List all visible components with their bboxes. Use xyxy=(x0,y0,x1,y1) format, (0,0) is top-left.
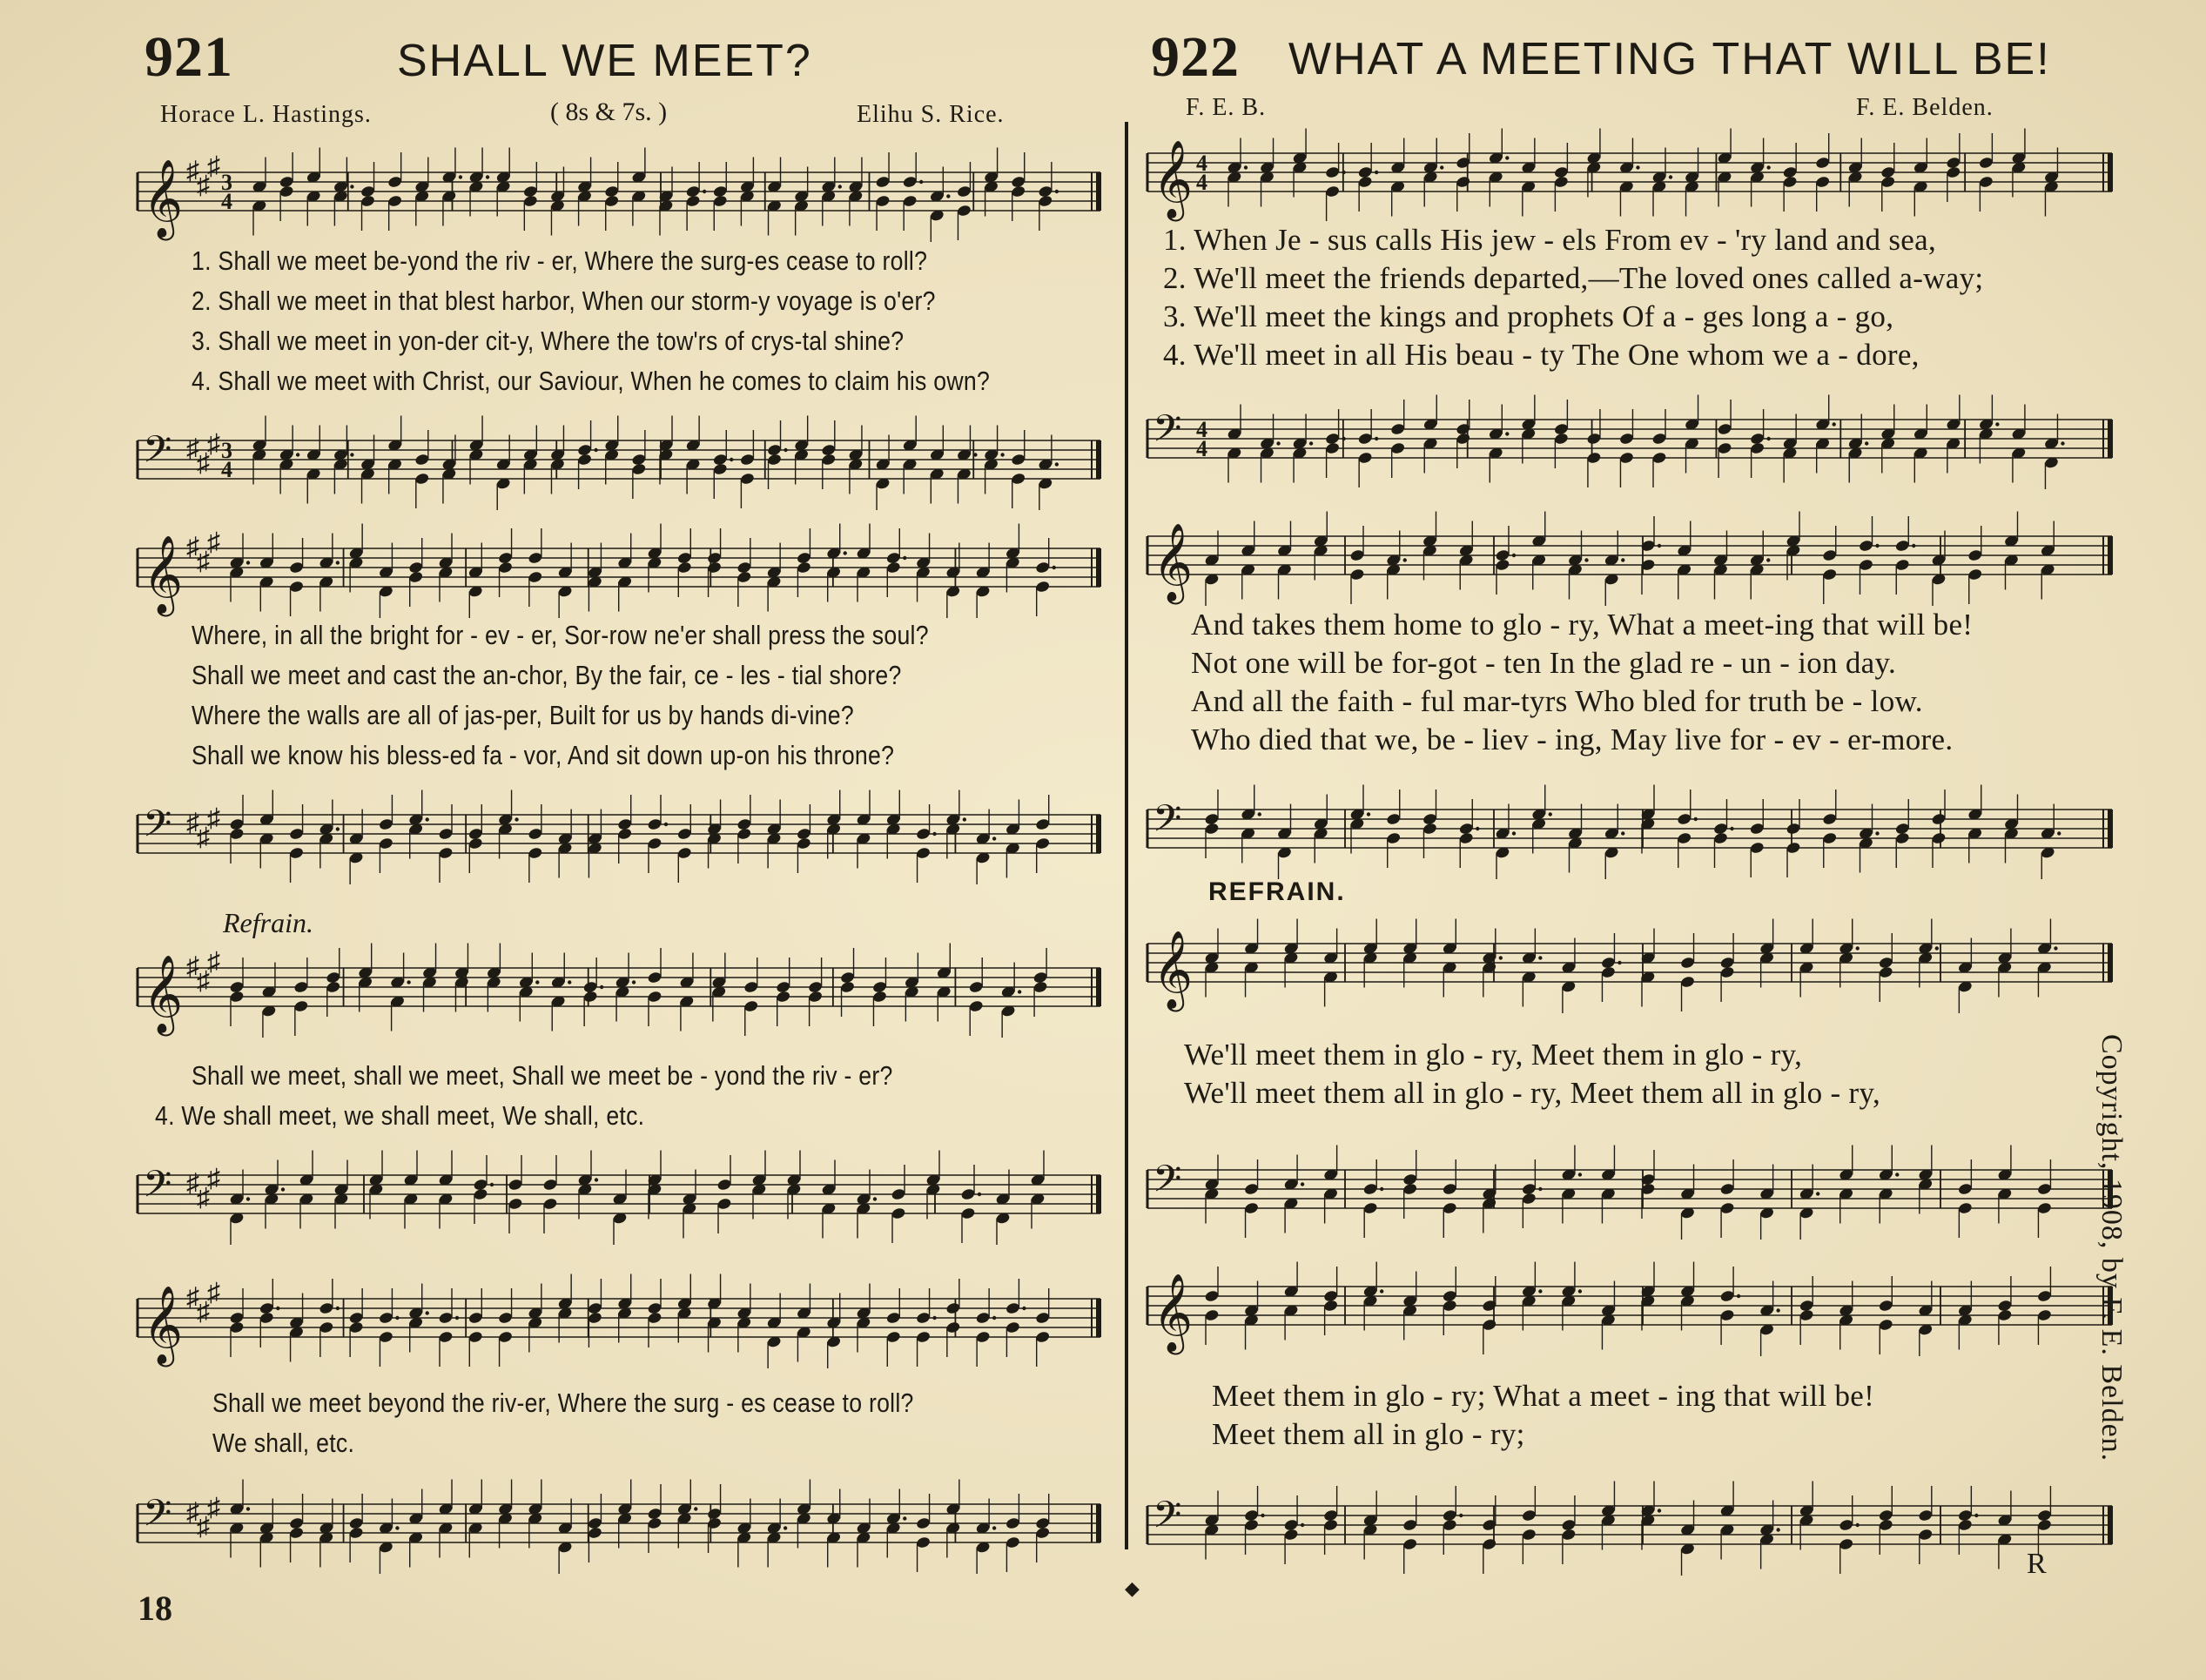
bass-staff xyxy=(1140,783,2115,879)
svg-text:♯: ♯ xyxy=(197,966,210,996)
refrain-line: We'll meet them all in glo - ry, Meet them all in glo - ry, xyxy=(1184,1076,1881,1110)
bass-staff xyxy=(1140,393,2115,489)
staff-engraving xyxy=(138,148,1100,243)
svg-text:♯: ♯ xyxy=(186,952,199,981)
svg-text:𝄞: 𝄞 xyxy=(1153,523,1194,601)
svg-text:♯: ♯ xyxy=(207,1493,220,1522)
lyricist-credit: Horace L. Hastings. xyxy=(160,101,372,128)
svg-text:3: 3 xyxy=(221,438,232,463)
svg-text:𝄢: 𝄢 xyxy=(1153,1494,1182,1546)
bass-staff xyxy=(131,1149,1104,1245)
svg-text:𝄢: 𝄢 xyxy=(1153,797,1182,850)
svg-text:♯: ♯ xyxy=(186,809,199,837)
bass-staff xyxy=(1140,1144,2115,1240)
meter: ( 8s & 7s. ) xyxy=(550,97,668,126)
verse-line: 1. Shall we meet be-yond the riv - er, Where the surg-es cease to roll? xyxy=(192,245,928,276)
svg-text:4: 4 xyxy=(221,189,232,214)
verse-line: Shall we know his bless-ed fa - vor, And sit down up-on his throne? xyxy=(192,740,895,770)
verse-line: 3. Shall we meet in yon-der cit-y, Where the tow'rs of crys-tal shine? xyxy=(192,326,905,356)
svg-text:𝄢: 𝄢 xyxy=(143,428,172,480)
verse-line: Shall we meet and cast the an-chor, By the fair, ce - les - tial shore? xyxy=(192,660,902,690)
treble-staff xyxy=(1140,917,2115,1013)
staff-engraving xyxy=(1147,919,2112,1014)
svg-text:𝄞: 𝄞 xyxy=(143,1286,184,1364)
svg-text:♯: ♯ xyxy=(197,171,210,200)
staff-engraving xyxy=(138,790,1100,885)
staff-engraving xyxy=(1147,512,2112,607)
svg-text:𝄞: 𝄞 xyxy=(143,955,184,1033)
svg-text:3: 3 xyxy=(221,170,232,195)
refrain-line: Shall we meet, shall we meet, Shall we meet be - yond the riv - er? xyxy=(192,1060,893,1091)
hymn-number: 922 xyxy=(1151,25,1240,89)
svg-text:♯: ♯ xyxy=(197,1183,210,1213)
refrain-line: 4. We shall meet, we shall meet, We shall, etc. xyxy=(155,1100,645,1131)
bass-staff xyxy=(131,414,1104,510)
footer-mark: R xyxy=(2027,1548,2047,1580)
svg-text:♯: ♯ xyxy=(186,1498,199,1527)
bass-staff xyxy=(131,789,1104,884)
hymn-title: WHAT A MEETING THAT WILL BE! xyxy=(1288,34,2051,84)
verse-line: Where, in all the bright for - ev - er, Sor-row ne'er shall press the soul? xyxy=(192,620,929,650)
svg-text:♯: ♯ xyxy=(186,157,199,185)
refrain-line: We'll meet them in glo - ry, Meet them in glo - ry, xyxy=(1184,1038,1803,1072)
svg-text:𝄢: 𝄢 xyxy=(143,1492,172,1544)
verse-line: 4. We'll meet in all His beau - ty The One whom we a - dore, xyxy=(1163,338,1920,372)
staff-engraving xyxy=(138,1151,1100,1246)
staff-engraving xyxy=(138,944,1100,1038)
svg-text:♯: ♯ xyxy=(207,1278,220,1307)
hymn-number: 921 xyxy=(145,25,233,89)
svg-text:𝄢: 𝄢 xyxy=(143,1163,172,1215)
staff-engraving xyxy=(1147,1482,2112,1576)
svg-text:♯: ♯ xyxy=(207,1164,220,1193)
svg-text:♯: ♯ xyxy=(197,1297,210,1327)
treble-staff xyxy=(1140,510,2115,606)
svg-text:𝄞: 𝄞 xyxy=(1153,1273,1194,1352)
svg-text:♯: ♯ xyxy=(197,547,210,576)
treble-staff xyxy=(131,146,1104,242)
staff-engraving xyxy=(138,1480,1100,1575)
svg-text:𝄞: 𝄞 xyxy=(143,159,184,238)
staff-engraving xyxy=(138,416,1100,511)
bass-staff xyxy=(1140,1480,2115,1576)
verse-line: 2. Shall we meet in that blest harbor, When our storm-y voyage is o'er? xyxy=(192,286,936,316)
staff-engraving xyxy=(1147,1146,2112,1240)
svg-text:♯: ♯ xyxy=(197,823,210,852)
verse-line: 4. Shall we meet with Christ, our Saviour, When he comes to claim his own? xyxy=(192,366,991,396)
verse-line: 3. We'll meet the kings and prophets Of a - ges long a - go, xyxy=(1163,299,1894,333)
refrain-label: Refrain. xyxy=(223,907,313,938)
svg-text:4: 4 xyxy=(221,457,232,482)
composer-credit: F. E. Belden. xyxy=(1856,94,1994,121)
svg-text:♯: ♯ xyxy=(197,448,210,478)
verse-line: Who died that we, be - liev - ing, May live for - ev - er-more. xyxy=(1191,722,1954,756)
svg-text:𝄢: 𝄢 xyxy=(1153,407,1182,460)
staff-engraving xyxy=(1147,1262,2112,1357)
svg-text:♯: ♯ xyxy=(207,151,220,181)
column-divider xyxy=(1125,122,1128,1549)
page-number: 18 xyxy=(138,1589,172,1628)
verse-line: Where the walls are all of jas-per, Built for us by hands di-vine? xyxy=(192,700,854,730)
treble-staff xyxy=(1140,127,2115,223)
verse-line: And takes them home to glo - ry, What a meet-ing that will be! xyxy=(1191,608,1974,642)
svg-text:𝄞: 𝄞 xyxy=(1153,140,1194,218)
center-mark: ◆ xyxy=(1125,1577,1140,1599)
refrain-label: REFRAIN. xyxy=(1208,877,1346,906)
treble-staff xyxy=(131,942,1104,1038)
refrain-line: Meet them in glo - ry; What a meet - ing that will be! xyxy=(1212,1379,1875,1413)
copyright-notice: Copyright, 1908, by F. E. Belden. xyxy=(2095,1034,2128,1462)
svg-text:♯: ♯ xyxy=(186,434,199,463)
svg-text:♯: ♯ xyxy=(207,947,220,977)
svg-text:♯: ♯ xyxy=(197,1512,210,1542)
lyricist-credit: F. E. B. xyxy=(1186,94,1267,121)
svg-text:4: 4 xyxy=(1196,170,1207,195)
closing-line: Shall we meet beyond the riv-er, Where the surg - es cease to roll? xyxy=(212,1388,914,1418)
verse-line: 2. We'll meet the friends departed,—The loved ones called a-way; xyxy=(1163,261,1984,295)
svg-text:𝄞: 𝄞 xyxy=(1153,931,1194,1009)
hymn-title: SHALL WE MEET? xyxy=(397,36,812,86)
staff-engraving xyxy=(1147,395,2112,490)
treble-staff xyxy=(131,1273,1104,1368)
svg-text:♯: ♯ xyxy=(186,533,199,561)
refrain-line: Meet them all in glo - ry; xyxy=(1212,1417,1525,1451)
staff-engraving xyxy=(138,1274,1100,1369)
svg-text:♯: ♯ xyxy=(207,803,220,833)
svg-text:♯: ♯ xyxy=(207,429,220,459)
svg-text:♯: ♯ xyxy=(186,1283,199,1312)
svg-text:♯: ♯ xyxy=(207,528,220,557)
staff-engraving xyxy=(1147,785,2112,880)
closing-line: We shall, etc. xyxy=(212,1428,355,1458)
staff-engraving xyxy=(138,524,1100,619)
bass-staff xyxy=(131,1478,1104,1574)
verse-line: 1. When Je - sus calls His jew - els From ev - 'ry land and sea, xyxy=(1163,223,1937,257)
svg-text:4: 4 xyxy=(1196,436,1207,461)
verse-line: And all the faith - ful mar-tyrs Who bled for truth be - low. xyxy=(1191,684,1923,718)
staff-engraving xyxy=(1147,129,2112,223)
svg-text:𝄢: 𝄢 xyxy=(143,803,172,855)
svg-text:𝄞: 𝄞 xyxy=(143,535,184,614)
svg-text:𝄢: 𝄢 xyxy=(1153,1158,1182,1210)
svg-text:♯: ♯ xyxy=(186,1169,199,1198)
composer-credit: Elihu S. Rice. xyxy=(857,101,1005,128)
verse-line: Not one will be for-got - ten In the glad re - un - ion day. xyxy=(1191,646,1897,680)
treble-staff xyxy=(131,522,1104,618)
svg-text:4: 4 xyxy=(1196,151,1207,176)
treble-staff xyxy=(1140,1260,2115,1356)
svg-text:4: 4 xyxy=(1196,417,1207,442)
